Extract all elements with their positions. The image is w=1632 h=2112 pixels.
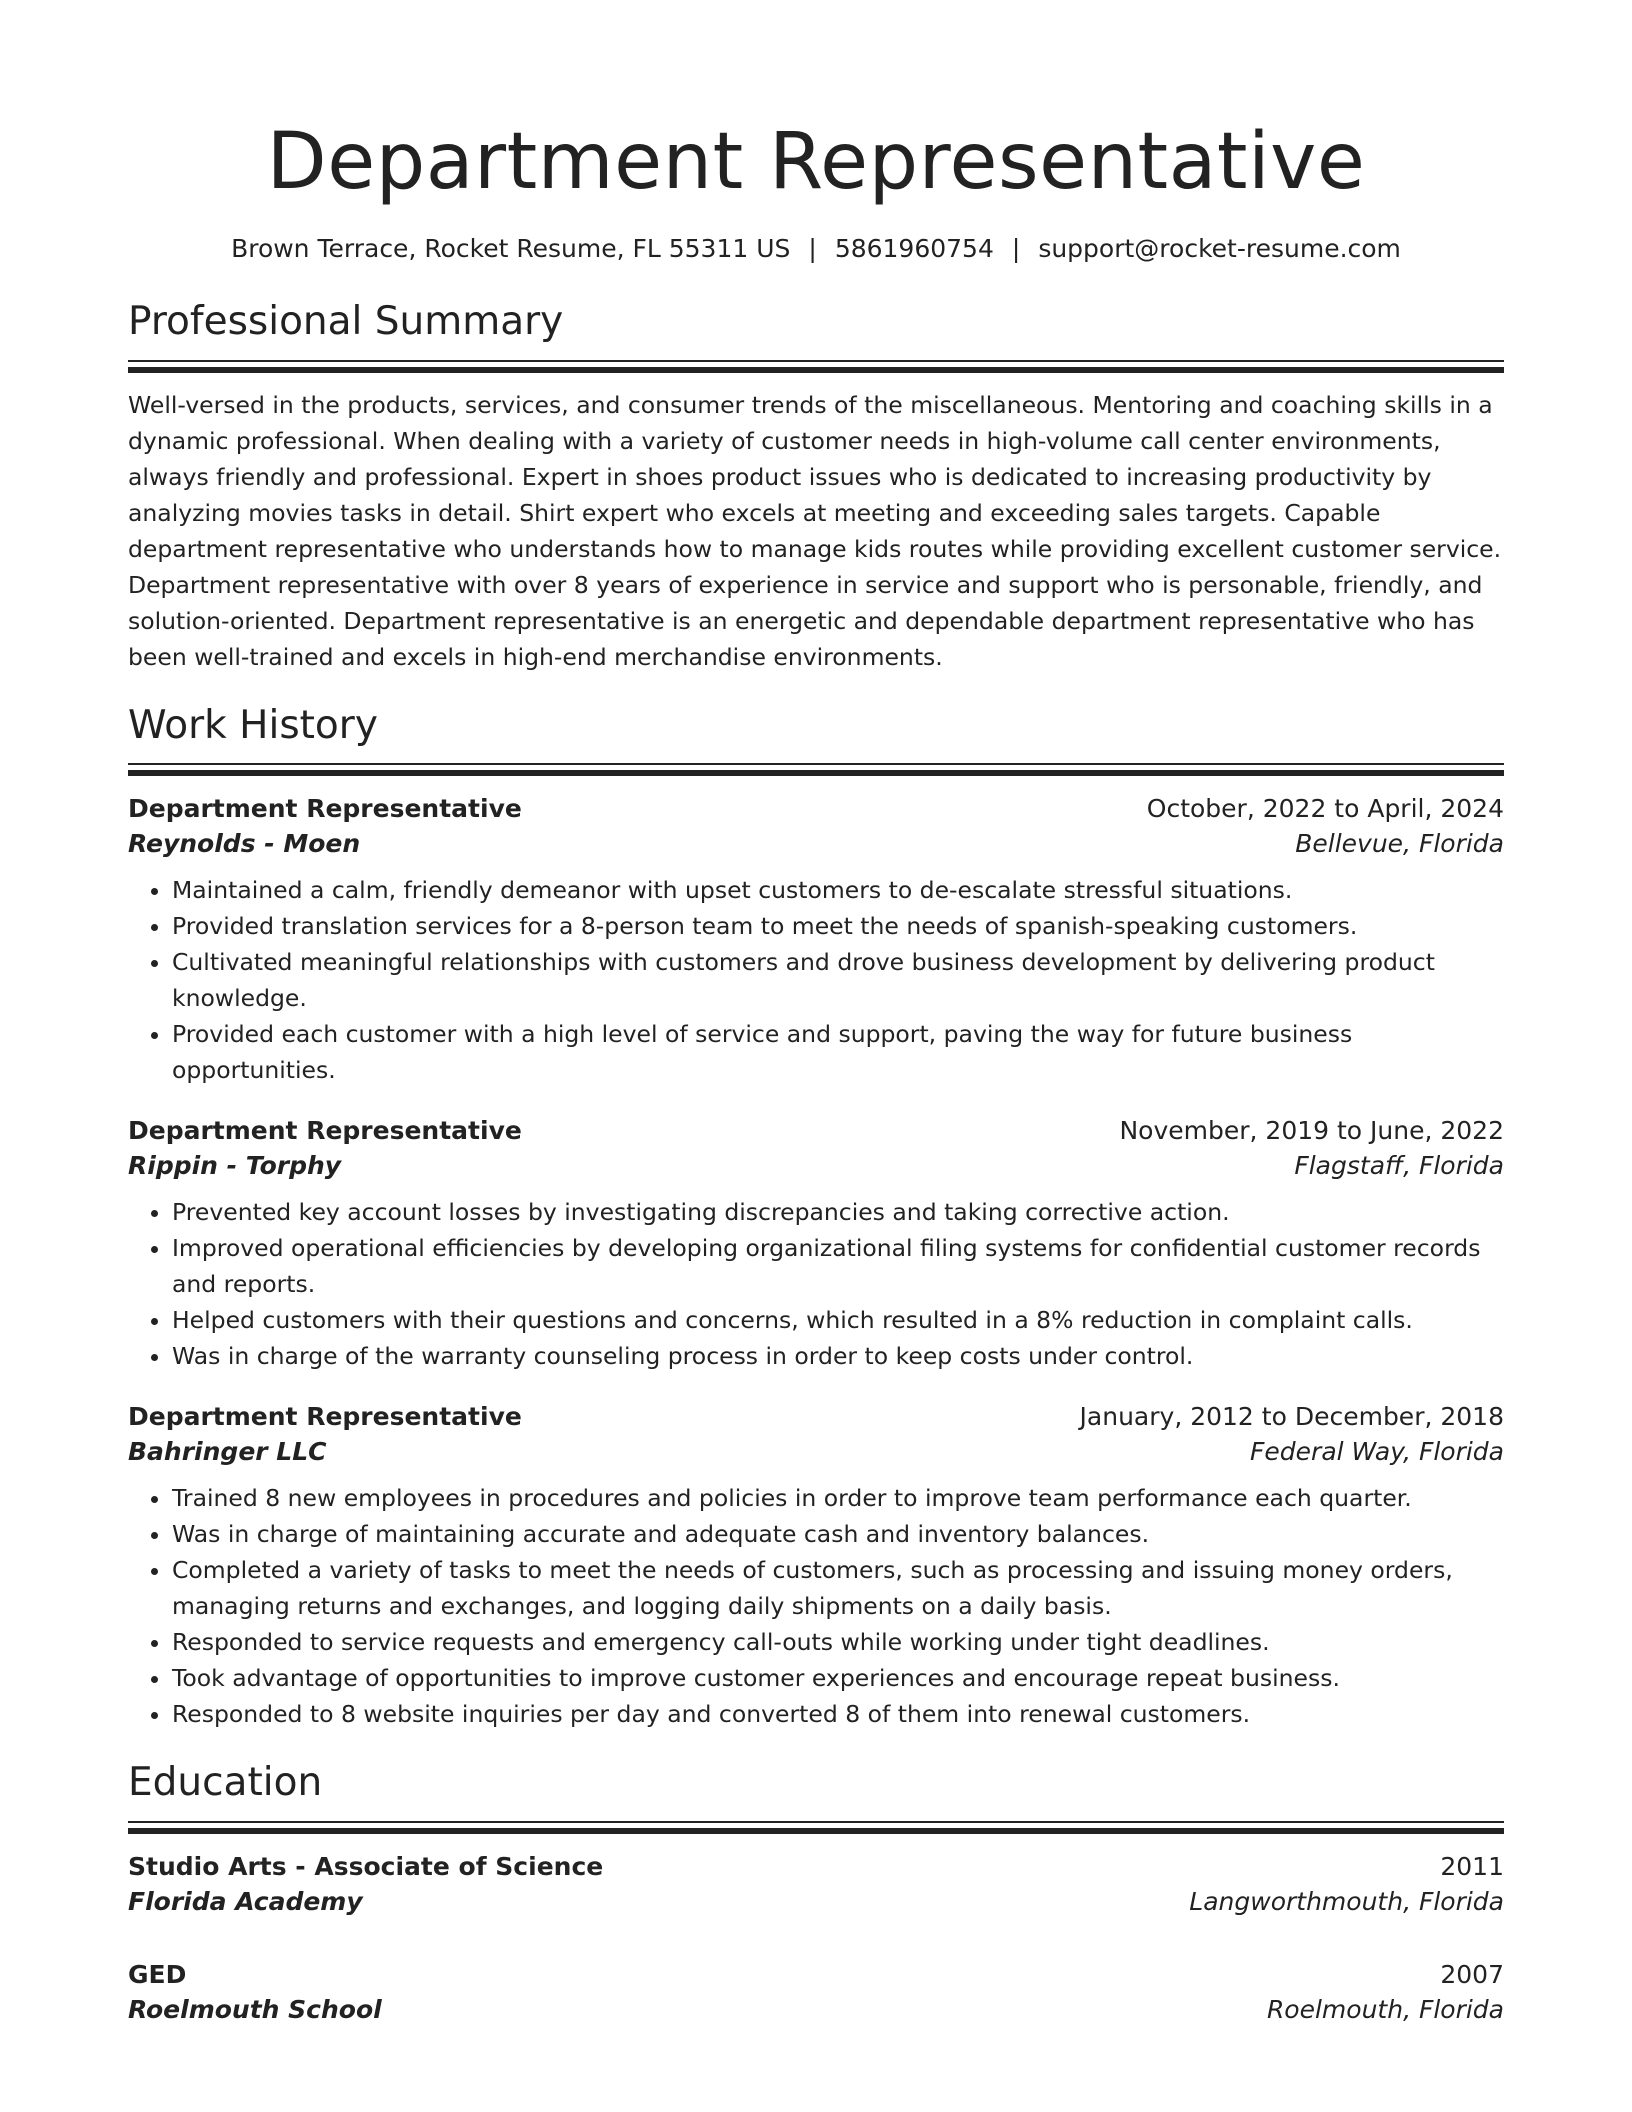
job-location: Bellevue, Florida — [1295, 829, 1504, 859]
summary-section — [128, 299, 1504, 675]
section-title-education: Education — [128, 1760, 323, 1806]
address: Brown Terrace, Rocket Resume, FL 55311 US — [231, 233, 791, 263]
phone: 5861960754 — [834, 233, 994, 263]
job-location: Federal Way, Florida — [1250, 1437, 1504, 1467]
job-bullets — [128, 1194, 1504, 1374]
education-entry — [128, 1960, 1504, 2024]
company-name: Rippin - Torphy — [128, 1151, 342, 1181]
list-item: • Took advantage of opportunities to improve customer experiences and encourage repeat business. — [172, 1660, 1504, 1696]
list-item: • Trained 8 new employees in procedures and policies in order to improve team performance each quarter. — [172, 1480, 1504, 1516]
list-item: • Maintained a calm, friendly demeanor with upset customers to de-escalate stressful situations. — [172, 872, 1504, 908]
job-entry — [128, 1402, 1504, 1732]
contact-line — [128, 234, 1504, 263]
list-item: • Was in charge of maintaining accurate and adequate cash and inventory balances. — [172, 1516, 1504, 1552]
graduation-year: 2011 — [1440, 1852, 1504, 1882]
school-location: Langworthmouth, Florida — [1189, 1887, 1504, 1917]
company-name: Bahringer LLC — [128, 1437, 327, 1467]
job-bullets — [128, 872, 1504, 1088]
school-name: Roelmouth School — [128, 1995, 382, 2025]
school-location: Roelmouth, Florida — [1266, 1995, 1504, 2025]
section-divider — [128, 770, 1504, 776]
list-item: • Improved operational efficiencies by developing organizational filing systems for confidential customer records and reports. — [172, 1230, 1504, 1302]
list-item: • Helped customers with their questions and concerns, which resulted in a 8% reduction in complaint calls. — [172, 1302, 1504, 1338]
section-divider — [128, 1821, 1504, 1823]
list-item: • Responded to 8 website inquiries per day and converted 8 of them into renewal customers. — [172, 1696, 1504, 1732]
job-title: Department Representative — [128, 1402, 522, 1432]
email: support@rocket-resume.com — [1038, 233, 1401, 263]
section-title-summary: Professional Summary — [128, 298, 564, 344]
summary-text: Well-versed in the products, services, and consumer trends of the miscellaneous. Mentoring and coaching skills in a dynamic professional. When dealing with a variety of customer needs in high-volume call center environments, always friendly and professional. Expert in shoes product issues who is dedicated to increasing productivity by analyzing movies tasks in detail. Shirt expert who excels at meeting and exceeding sales targets. Capable department representative who understands how to manage kids routes while providing excellent customer service. Department representative with over 8 years of experience in service and support who is personable, friendly, and solution-oriented. Department representative is an energetic and dependable department representative who has been well-trained and excels in high-end merchandise environments. — [128, 390, 1502, 671]
list-item: • Provided each customer with a high level of service and support, paving the way for future business opportunities. — [172, 1016, 1504, 1088]
school-name: Florida Academy — [128, 1887, 363, 1917]
job-title: Department Representative — [128, 1116, 522, 1146]
degree: Studio Arts - Associate of Science — [128, 1852, 604, 1882]
degree: GED — [128, 1960, 187, 1990]
list-item: • Provided translation services for a 8-person team to meet the needs of spanish-speaking customers. — [172, 908, 1504, 944]
section-divider — [128, 360, 1504, 362]
education-section — [128, 1760, 1504, 2024]
work-history-section — [128, 703, 1504, 1733]
list-item: • Prevented key account losses by investigating discrepancies and taking corrective action. — [172, 1194, 1504, 1230]
list-item: • Cultivated meaningful relationships with customers and drove business development by delivering product knowledge. — [172, 944, 1504, 1016]
section-divider — [128, 367, 1504, 373]
job-bullets — [128, 1480, 1504, 1732]
company-name: Reynolds - Moen — [128, 829, 361, 859]
education-entry — [128, 1852, 1504, 1916]
contact-separator: | — [808, 233, 817, 263]
contact-separator: | — [1011, 233, 1021, 263]
job-entry — [128, 1116, 1504, 1374]
list-item: • Was in charge of the warranty counseling process in order to keep costs under control. — [172, 1338, 1504, 1374]
section-divider — [128, 1828, 1504, 1834]
job-dates: January, 2012 to December, 2018 — [1079, 1402, 1504, 1432]
graduation-year: 2007 — [1440, 1960, 1504, 1990]
job-dates: October, 2022 to April, 2024 — [1146, 794, 1504, 824]
list-item: • Responded to service requests and emergency call-outs while working under tight deadlines. — [172, 1624, 1504, 1660]
job-entry — [128, 794, 1504, 1088]
job-location: Flagstaff, Florida — [1294, 1151, 1504, 1181]
job-dates: November, 2019 to June, 2022 — [1119, 1116, 1504, 1146]
section-title-work-history: Work History — [128, 702, 378, 748]
candidate-name: Department Representative — [266, 117, 1366, 207]
list-item: • Completed a variety of tasks to meet the needs of customers, such as processing and issuing money orders, managing returns and exchanges, and logging daily shipments on a daily basis. — [172, 1552, 1504, 1624]
section-divider — [128, 763, 1504, 765]
job-title: Department Representative — [128, 794, 522, 824]
